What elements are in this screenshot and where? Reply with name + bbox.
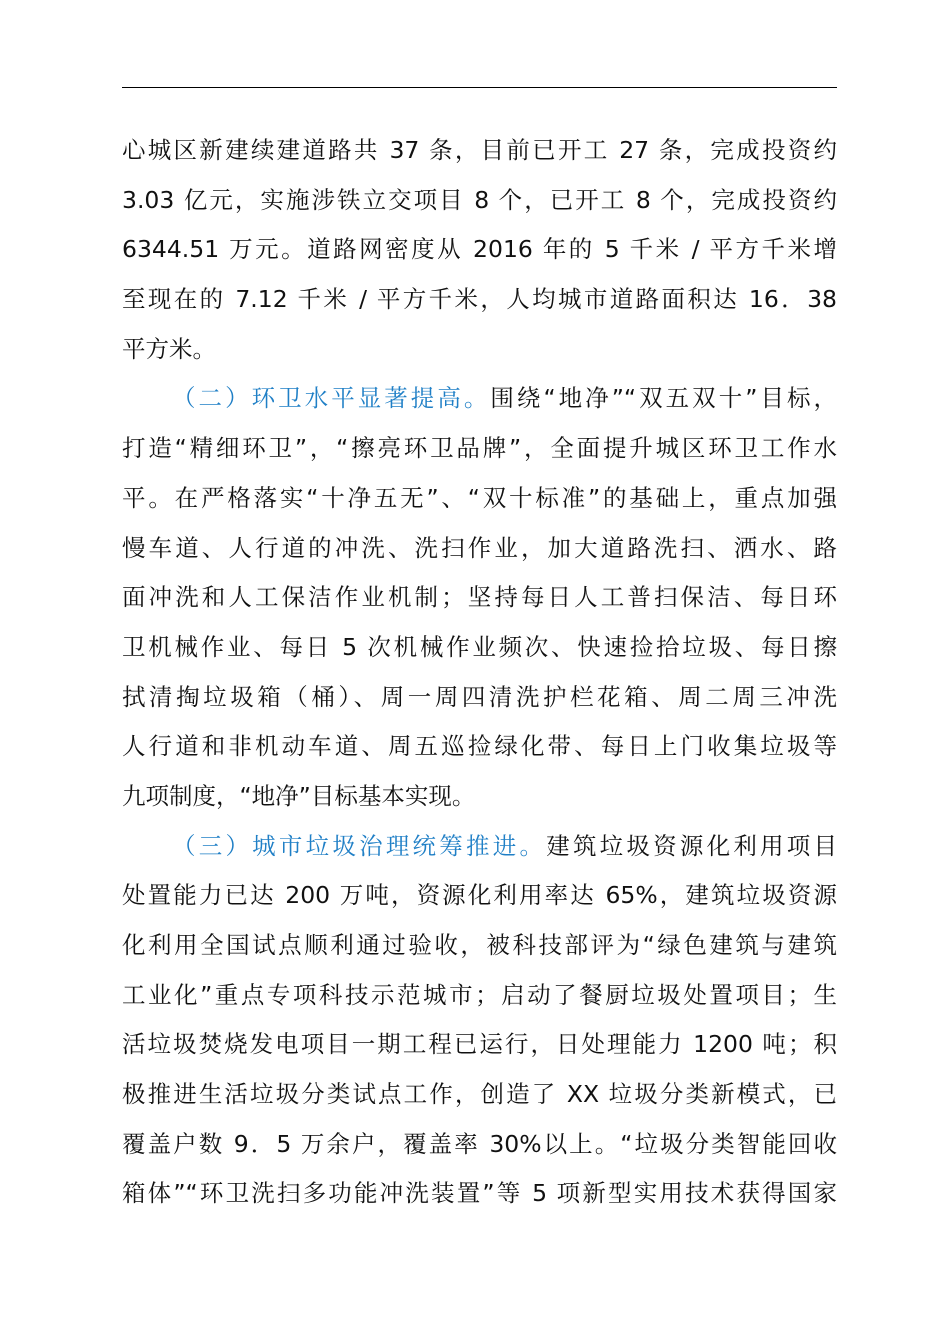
text-line [122, 374, 837, 424]
text-line: 覆盖户数 9．5 万余户，覆盖率 30%以上。“垃圾分类智能回收 [122, 1129, 837, 1158]
text-line: 3.03 亿元，实施涉铁立交项目 8 个，已开工 8 个，完成投资约 [122, 185, 837, 214]
text-line: 极推进生活垃圾分类试点工作，创造了 XX 垃圾分类新模式，已 [122, 1080, 837, 1109]
document-body [122, 126, 837, 1219]
header-rule [122, 87, 837, 88]
section-heading: （三）城市垃圾治理统筹推进。 [172, 831, 547, 860]
section-heading: （二）环卫水平显著提高。 [172, 384, 491, 413]
paragraph-sanitation [122, 374, 837, 821]
text-line: 活垃圾焚烧发电项目一期工程已运行，日处理能力 1200 吨；积 [122, 1030, 837, 1059]
text-line: 人行道和非机动车道、周五巡捡绿化带、每日上门收集垃圾等 [122, 732, 837, 761]
text-line: 心城区新建续建道路共 37 条，目前已开工 27 条，完成投资约 [122, 136, 837, 164]
text-line: 工业化”重点专项科技示范城市；启动了餐厨垃圾处置项目；生 [122, 980, 837, 1009]
text-line: 箱体”“环卫洗扫多功能冲洗装置”等 5 项新型实用技术获得国家 [122, 1179, 837, 1208]
text-line: 九项制度，“地净”目标基本实现。 [122, 781, 476, 810]
text-line: 处置能力已达 200 万吨，资源化利用率达 65%，建筑垃圾资源 [122, 881, 837, 910]
text-line: 至现在的 7.12 千米 / 平方千米，人均城市道路面积达 16．38 [122, 285, 837, 314]
text-line: 拭清掏垃圾箱（桶）、周一周四清洗护栏花箱、周二周三冲洗 [122, 682, 837, 711]
text-line: 平。在严格落实“十净五无”、“双十标准”的基础上，重点加强 [122, 483, 837, 512]
text-line: 卫机械作业、每日 5 次机械作业频次、快速捡拾垃圾、每日擦 [122, 632, 837, 661]
text-line: 平方米。 [122, 334, 216, 363]
text-line: 化利用全国试点顺利通过验收，被科技部评为“绿色建筑与建筑 [122, 931, 837, 959]
paragraph-road-construction [122, 126, 837, 374]
text-span: 围绕“地净”“双五双十”目标， [490, 384, 838, 413]
text-line: 慢车道、人行道的冲洗、洗扫作业，加大道路洗扫、洒水、路 [122, 533, 837, 562]
paragraph-waste-management [122, 822, 837, 1220]
text-line [122, 822, 837, 872]
text-line: 面冲洗和人工保洁作业机制；坚持每日人工普扫保洁、每日环 [122, 583, 837, 612]
text-line: 打造“精细环卫”，“擦亮环卫品牌”，全面提升城区环卫工作水 [122, 434, 837, 463]
text-span: 建筑垃圾资源化利用项目 [546, 831, 838, 860]
text-line: 6344.51 万元。道路网密度从 2016 年的 5 千米 / 平方千米增 [122, 235, 837, 264]
